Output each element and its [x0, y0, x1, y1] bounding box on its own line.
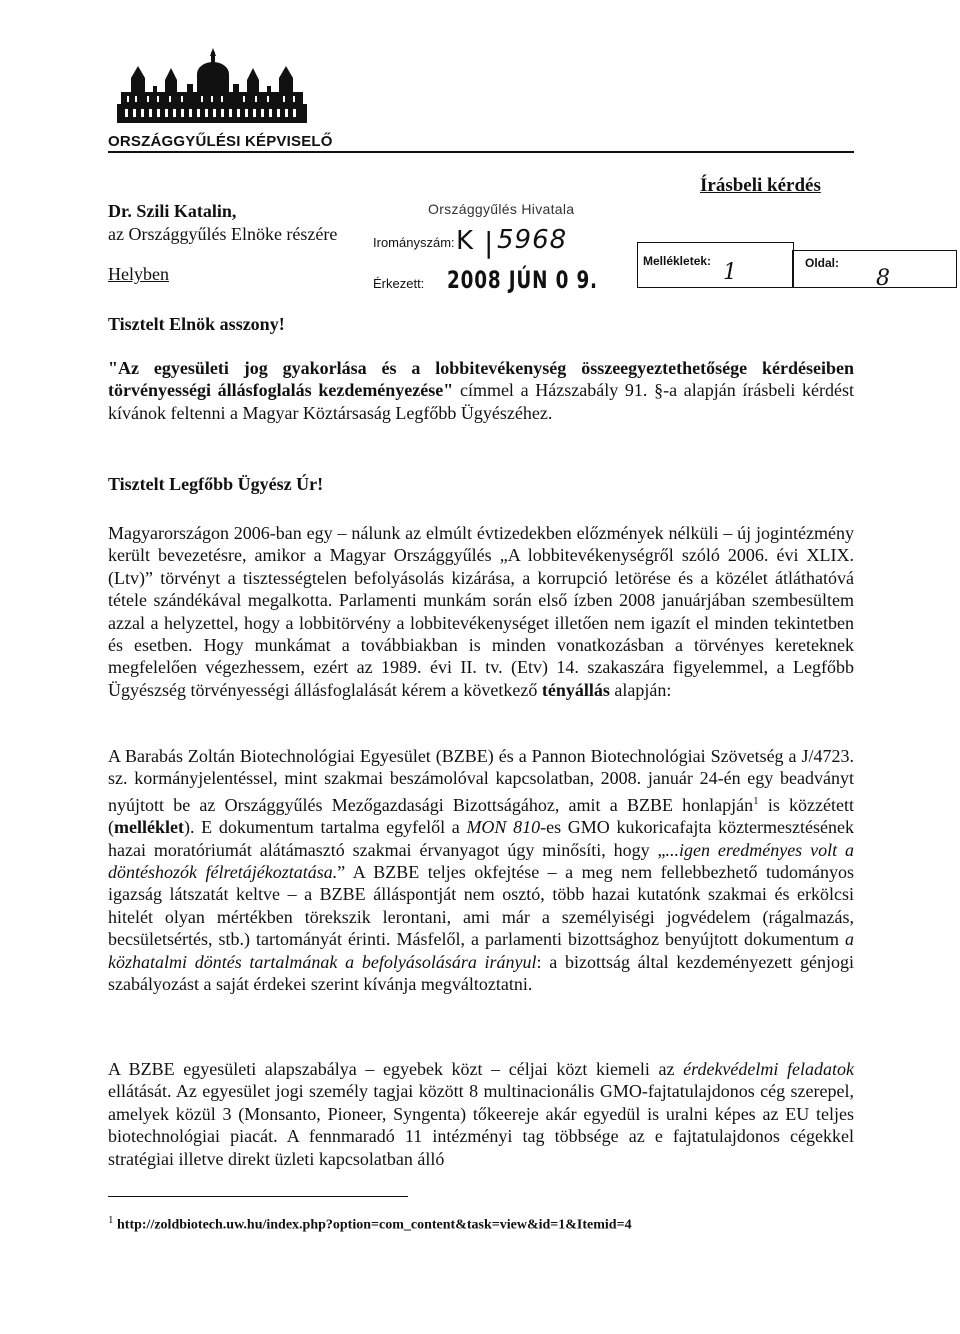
oldal-value: 8	[876, 266, 890, 291]
addressee-block	[108, 200, 337, 246]
stamp-office: Országgyűlés Hivatala	[428, 201, 575, 217]
header-divider	[108, 151, 854, 153]
footnote-divider	[108, 1196, 408, 1197]
addressee-name: Dr. Szili Katalin,	[108, 201, 237, 221]
p1-text: Magyarországon 2006-ban egy – nálunk az elmúlt évtizedekben előzmények nélküli – új jogintézmény került bevezetésre, amikor a Magyar Országgyűlés „A lobbitevékenységről szóló 2006. évi XLIX. (Ltv)” törvényt a tisztességtelen befolyásolás kizárása, a korrupció letörése és a közélet átláthatóvá tétele szándékával megalkotta. Parlamenti munkám során első ízben 2008 januárjában szembesültem azzal a helyzettel, hogy a lobbitörvény a lobbitevékenységet illetően nem igazít el minden tekintetben és esetben. Hogy munkámat a továbbiakban is minden vonatkozásban a törvényes kereteknek megfelelően végezhessem, ezért az 1989. évi II. tv. (Etv) 14. szakaszára figyelemmel, a Legfőbb Ügyészség törvényességi állásfoglalását kérem a következő	[108, 523, 854, 700]
stamp-erkezett-date: 2008 JÚN 0 9.	[447, 266, 598, 294]
p2-it3: a közhatalmi döntés tartalmának a befolyásolására irányul	[108, 929, 854, 972]
p2-bold: melléklet	[114, 817, 184, 838]
addressee-role: az Országgyűlés Elnöke részére	[108, 224, 338, 244]
footnote	[108, 1214, 632, 1234]
document-type: Írásbeli kérdés	[700, 175, 821, 196]
p2-d: -es GMO kukoricafajta köztermesztésének hazai moratóriumát alátámasztó szakmai érvanyagot úgy minősíti, hogy „	[108, 817, 854, 860]
footnote-ref: 1	[753, 794, 759, 807]
p3-it: érdekvédelmi feladatok	[683, 1059, 854, 1079]
p1-bold: tényállás	[541, 679, 610, 700]
p2-a: A Barabás Zoltán Biotechnológiai Egyesület (BZBE) és a Pannon Biotechnológiai Szövetség a J/4723. sz. kormányjelentéssel, mint szakmai beszámolóval kapcsolatban, 2008. január 24-én egy beadványt nyújtott be az Országgyűlés Mezőgazdasági Bizottságához, amit a BZBE honlapján	[108, 746, 854, 815]
parliament-building-icon	[117, 48, 307, 123]
p3-a: A BZBE egyesületi alapszabálya – egyebek közt – céljai közt kiemeli az	[108, 1059, 684, 1079]
stamp-iromanyszam-label: Irományszám:	[373, 235, 455, 250]
p2-it1: MON 810	[466, 817, 541, 838]
oldal-label: Oldal:	[805, 256, 840, 270]
stamp-separator: |	[484, 226, 495, 259]
mellekletek-label: Mellékletek:	[643, 254, 712, 268]
addressee-location: Helyben	[108, 264, 169, 284]
body-paragraph-2	[108, 745, 854, 995]
institution-name: ORSZÁGGYŰLÉSI KÉPVISELŐ	[108, 133, 333, 150]
footnote-number: 1	[108, 1214, 114, 1226]
p1-end: alapján:	[609, 679, 672, 700]
stamp-iromanyszam-number: 5968	[497, 225, 568, 255]
p2-c: ). E dokumentum tartalma egyfelől a	[183, 817, 467, 838]
p2-b: is közzétett (	[108, 794, 855, 838]
footnote-url[interactable]: http://zoldbiotech.uw.hu/index.php?option=com_content&task=view&id=1&Itemid=4	[117, 1217, 632, 1233]
stamp-erkezett-label: Érkezett:	[373, 276, 425, 291]
greeting-prosecutor: Tisztelt Legfőbb Ügyész Úr!	[108, 474, 324, 494]
body-paragraph-3	[108, 1058, 854, 1170]
body-paragraph-1	[108, 522, 854, 701]
salutation: Tisztelt Elnök asszony!	[108, 314, 285, 334]
stamp-iromanyszam-prefix: K	[456, 226, 475, 256]
intro-text: címmel a Házszabály 91. §-a alapján írásbeli kérdést kívánok feltenni a Magyar Köztársaság Legfőbb Ügyészéhez.	[108, 380, 855, 423]
p3-b: ellátását. Az egyesület jogi személy tagjai között 8 multinacionális GMO-fajtatulajdonos cég szerepel, amelyek közül 3 (Monsanto, Pioneer, Syngenta) tőkeereje akár egyedül is uralni képes az EU teljes biotechnológiai piacát. A fennmaradó 11 intézményi tag többsége az e fajtatulajdonos cégekkel stratégiai illetve direkt üzleti kapcsolatban álló	[108, 1081, 854, 1169]
intro-paragraph	[108, 357, 854, 424]
question-title: "Az egyesületi jog gyakorlása és a lobbitevékenység összeegyeztethetősége kérdéseiben törvényességi állásfoglalás kezdeményezése"	[108, 358, 854, 401]
p2-it2: ...igen eredményes volt a döntéshozók félretájékoztatása.	[108, 839, 854, 883]
mellekletek-value: 1	[723, 260, 737, 285]
p2-f: : a bizottság által kezdeményezett génjogi szabályozást a saját érdekei szerint kívánja megváltoztatni.	[108, 951, 854, 995]
p2-e: ” A BZBE teljes okfejtése – a meg nem fellebbezhető tudományos igazság látszatát keltve – a BZBE álláspontját nem osztó, több hazai kutatónk szakmai és erkölcsi hitelét olyan mértékben törekszik lerontani, ami már a személyiségi jogvédelem (rágalmazás, becsületsértés, stb.) tartományát érinti. Másfelől, a parlamenti bizottsághoz benyújtott dokumentum	[108, 862, 854, 950]
